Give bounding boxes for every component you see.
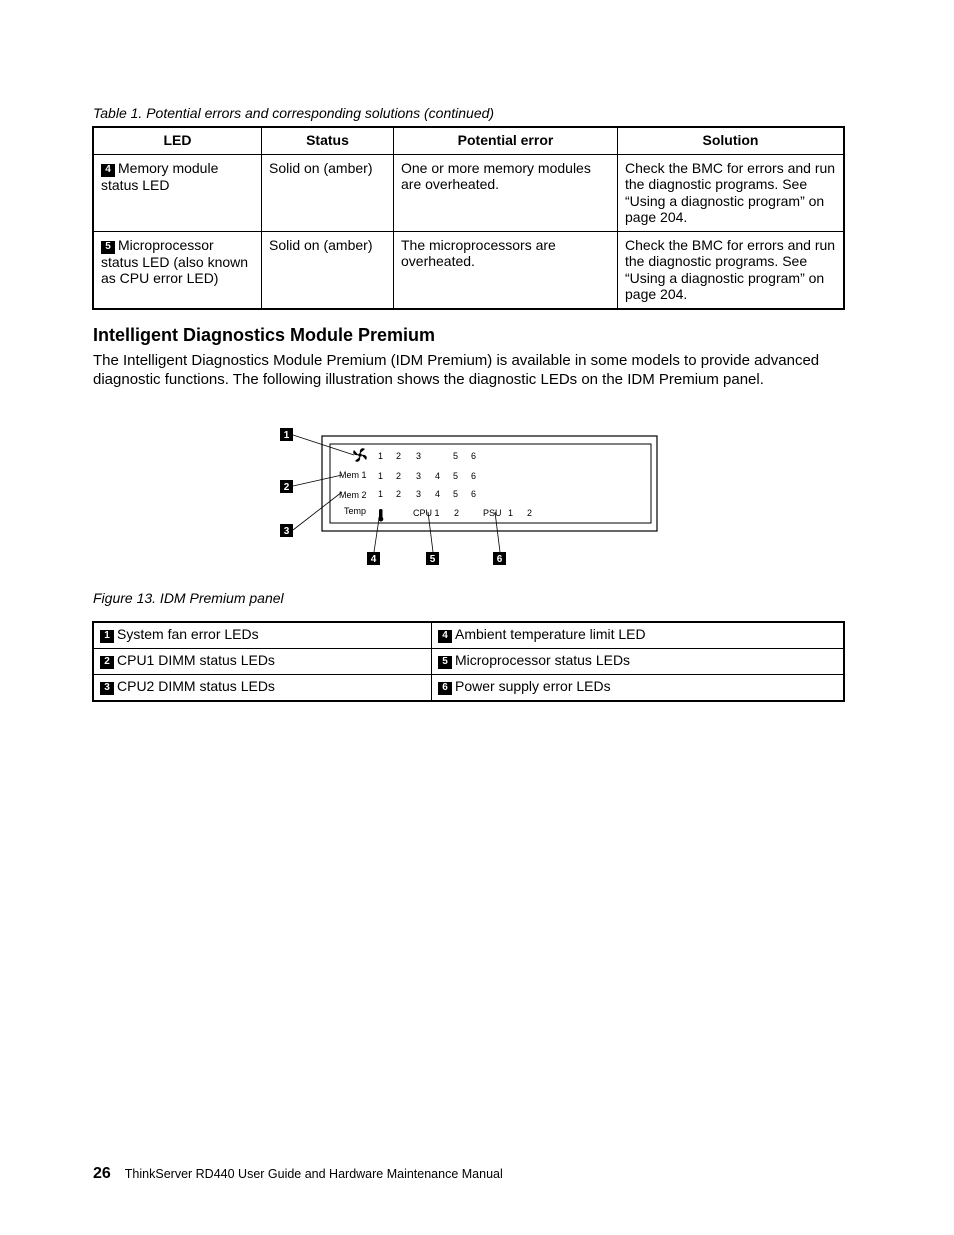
footer-title: ThinkServer RD440 User Guide and Hardware Maintenance Manual [124, 1167, 503, 1181]
callout-1 [280, 428, 293, 441]
callout-badge: 4 [438, 630, 452, 643]
svg-text:2: 2 [283, 482, 290, 493]
header-led: LED [93, 127, 262, 154]
errors-table [92, 126, 845, 310]
header-status: Status [262, 127, 394, 154]
svg-text:1: 1 [283, 430, 290, 441]
fan-led-6: 6 [471, 451, 477, 461]
mem1-led-4: 4 [435, 471, 441, 481]
callout-badge: 4 [101, 164, 115, 177]
mem2-led-5: 5 [453, 489, 459, 499]
fan-led-numbers [378, 451, 476, 461]
cpu-led-2: 2 [454, 508, 460, 518]
mem1-led-3: 3 [416, 471, 422, 481]
callout-2 [280, 480, 293, 493]
mem2-led-1: 1 [378, 489, 384, 499]
legend-table [92, 621, 845, 702]
svg-text:3: 3 [283, 526, 290, 537]
mem2-led-4: 4 [435, 489, 441, 499]
error-cell: The microprocessors are overheated. [394, 231, 618, 309]
mem1-led-numbers [378, 471, 476, 481]
figure-caption: Figure 13. IDM Premium panel [93, 590, 284, 606]
error-cell: One or more memory modules are overheated. [394, 154, 618, 231]
legend-text: System fan error LEDs [117, 626, 259, 642]
table-row [93, 154, 844, 231]
mem2-label: Mem 2 [339, 490, 367, 500]
idm-premium-panel-figure [270, 420, 670, 575]
legend-text: Ambient temperature limit LED [455, 626, 646, 642]
legend-item [432, 622, 845, 649]
temp-label: Temp [344, 506, 367, 516]
legend-item [93, 675, 432, 702]
header-solution: Solution [618, 127, 845, 154]
svg-text:5: 5 [429, 554, 436, 565]
mem1-led-1: 1 [378, 471, 384, 481]
mem1-led-2: 2 [396, 471, 402, 481]
solution-cell: Check the BMC for errors and run the diagnostic programs. See “Using a diagnostic program” on page 204. [618, 154, 845, 231]
status-cell: Solid on (amber) [262, 231, 394, 309]
led-cell [93, 231, 262, 309]
legend-text: CPU1 DIMM status LEDs [117, 652, 275, 668]
status-cell: Solid on (amber) [262, 154, 394, 231]
mem2-led-3: 3 [416, 489, 422, 499]
callout-badge: 5 [101, 241, 115, 254]
fan-icon [353, 448, 367, 462]
fan-led-1: 1 [378, 451, 384, 461]
callout-badge: 2 [100, 656, 114, 669]
table-header-row [93, 127, 844, 154]
callout-badge: 1 [100, 630, 114, 643]
table-caption: Table 1. Potential errors and corresponding solutions (continued) [93, 105, 495, 121]
mem2-led-2: 2 [396, 489, 402, 499]
callout-badge: 5 [438, 656, 452, 669]
psu-label: PSU [483, 508, 502, 518]
fan-led-3: 3 [416, 451, 422, 461]
led-cell [93, 154, 262, 231]
legend-row [93, 622, 844, 649]
led-name: Memory module status LED [101, 159, 219, 193]
callout-6 [493, 552, 506, 565]
mem2-led-numbers [378, 489, 476, 499]
svg-text:4: 4 [370, 554, 377, 565]
legend-row [93, 649, 844, 675]
section-heading: Intelligent Diagnostics Module Premium [93, 325, 436, 345]
legend-row [93, 675, 844, 702]
callout-5 [426, 552, 439, 565]
legend-text: Power supply error LEDs [455, 678, 611, 694]
mem1-led-6: 6 [471, 471, 477, 481]
legend-item [93, 622, 432, 649]
solution-cell: Check the BMC for errors and run the diagnostic programs. See “Using a diagnostic program” on page 204. [618, 231, 845, 309]
legend-item [432, 649, 845, 675]
mem1-led-5: 5 [453, 471, 459, 481]
legend-text: CPU2 DIMM status LEDs [117, 678, 275, 694]
callout-badge: 3 [100, 682, 114, 695]
psu-led-1: 1 [508, 508, 514, 518]
mem1-label: Mem 1 [339, 470, 367, 480]
intro-paragraph: The Intelligent Diagnostics Module Premium (IDM Premium) is available in some models to provide advanced diagnostic functions. The following illustration shows the diagnostic LEDs on the IDM Premium panel. [93, 352, 820, 388]
legend-item [93, 649, 432, 675]
fan-led-2: 2 [396, 451, 402, 461]
legend-text: Microprocessor status LEDs [455, 652, 631, 668]
page-number: 26 [93, 1165, 111, 1182]
thermometer-icon [378, 509, 383, 522]
callout-badge: 6 [438, 682, 452, 695]
callout-3 [280, 524, 293, 537]
header-potential-error: Potential error [394, 127, 618, 154]
cpu-label: CPU 1 [413, 508, 440, 518]
callout-4 [367, 552, 380, 565]
fan-led-5: 5 [453, 451, 459, 461]
mem2-led-6: 6 [471, 489, 477, 499]
table-row [93, 231, 844, 309]
svg-text:6: 6 [496, 554, 503, 565]
legend-item [432, 675, 845, 702]
led-name: Microprocessor status LED (also known as CPU error LED) [101, 236, 249, 286]
psu-led-2: 2 [527, 508, 533, 518]
page-footer [93, 1165, 503, 1183]
